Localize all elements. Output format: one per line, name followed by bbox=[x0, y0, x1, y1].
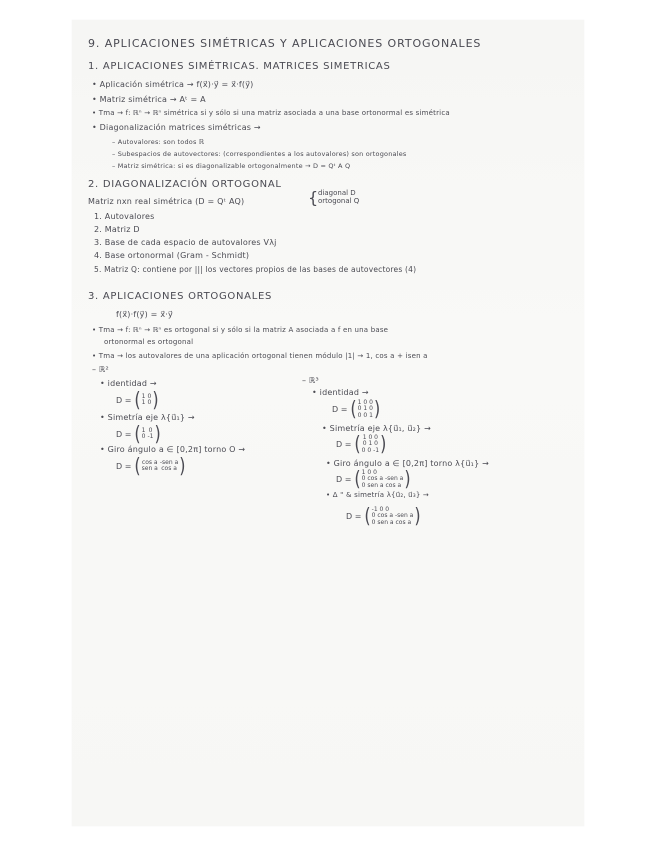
r3-rotation-symmetry-matrix bbox=[346, 503, 421, 529]
section-heading: 1. APLICACIONES SIMÉTRICAS. MATRICES SIMETRICAS bbox=[88, 61, 391, 72]
matrix-row: 1 bbox=[141, 392, 146, 400]
matrix-row: -1 0 0 bbox=[371, 506, 390, 513]
r2-simetria: • Simetría eje λ{u⃗₁} → bbox=[100, 413, 195, 422]
r3-identidad: • identidad → bbox=[312, 388, 369, 397]
note-subline: – Matriz simétrica: si es diagonalizable ortogonalmente → D = Qᵗ A Q bbox=[112, 162, 351, 170]
matrix-row: 0 0 1 bbox=[357, 411, 373, 419]
step-line: 1. Autovalores bbox=[94, 212, 155, 221]
matrix-row: 1 0 0 bbox=[362, 434, 379, 441]
brace-label-bottom: ortogonal Q bbox=[318, 196, 360, 205]
note-line: • Matriz simétrica → Aᵗ = A bbox=[92, 95, 206, 104]
matrix-row: 0 0 -1 bbox=[361, 446, 380, 454]
r3-giro: • Giro ángulo a ∈ [0,2π] torno λ{u⃗₁} → bbox=[326, 459, 490, 468]
note-line: • Tma → los autovalores de una aplicación ortogonal tienen módulo |1| → 1, cos a + isen a bbox=[92, 352, 428, 360]
section-heading: 2. DIAGONALIZACIÓN ORTOGONAL bbox=[88, 179, 282, 190]
brace: { bbox=[308, 188, 319, 207]
left-paren-icon: ( bbox=[134, 453, 141, 478]
note-line: • Tma → f: ℝⁿ → ℝⁿ simétrica si y sólo si una matriz asociada a una base ortonormal es simétrica bbox=[92, 109, 450, 117]
r2-rotation-matrix bbox=[116, 453, 186, 478]
brace-label-top: diagonal D bbox=[318, 189, 356, 197]
r2-identity-matrix bbox=[116, 387, 159, 412]
matrix-label: D = bbox=[116, 395, 132, 405]
left-paren-icon: ( bbox=[354, 431, 361, 457]
matrix-label: D = bbox=[346, 511, 362, 521]
definition-line: f(x⃗)·f(y⃗) = x⃗·y⃗ bbox=[116, 310, 173, 319]
matrix-entries bbox=[371, 507, 415, 526]
left-paren-icon: ( bbox=[134, 387, 141, 412]
matrix-row: 1 0 0 bbox=[357, 399, 373, 406]
section-heading: 3. APLICACIONES ORTOGONALES bbox=[88, 291, 273, 302]
right-paren-icon: ) bbox=[179, 453, 186, 478]
brace-labels bbox=[318, 190, 359, 205]
note-line: • Diagonalización matrices simétricas → bbox=[92, 123, 261, 132]
r2-identidad: • identidad → bbox=[100, 379, 157, 388]
matrix-label: D = bbox=[336, 474, 352, 484]
matrix-row: 0 cos a -sen a bbox=[371, 512, 414, 520]
left-paren-icon: ( bbox=[354, 466, 361, 492]
matrix-row: 0 sen a cos a bbox=[371, 518, 412, 526]
matrix-entries bbox=[361, 470, 405, 489]
note-line: • Aplicación simétrica → f(x⃗)·y⃗ = x⃗·f(y⃗) bbox=[92, 80, 254, 89]
matrix-row: -sen a bbox=[159, 458, 179, 466]
right-paren-icon: ) bbox=[380, 431, 387, 457]
step-line: 5. Matriz Q: contiene por ||| los vectores propios de las bases de autovectores (4) bbox=[94, 265, 417, 274]
matrix-entries bbox=[141, 460, 159, 473]
matrix-label: D = bbox=[332, 404, 348, 414]
matrix-row: 0 sen a cos a bbox=[361, 481, 402, 489]
matrix-label: D = bbox=[116, 429, 132, 439]
r3-simetria: • Simetría eje λ{u⃗₁, u⃗₂} → bbox=[322, 424, 431, 433]
r3-symmetry-matrix bbox=[336, 431, 387, 457]
matrix-row: 0 bbox=[147, 392, 152, 400]
note-subline: – Subespacios de autovectores: (correspondientes a los autovalores) son ortogonales bbox=[112, 150, 407, 158]
matrix-row: cos a bbox=[161, 465, 177, 472]
step-line: 4. Base ortonormal (Gram - Schmidt) bbox=[94, 251, 250, 260]
note-subline: – Autovalores: son todos ℝ bbox=[112, 138, 205, 146]
right-paren-icon: ) bbox=[152, 387, 159, 412]
note-line: • Tma → f: ℝⁿ → ℝⁿ es ortogonal si y sólo si la matriz A asociada a f en una base bbox=[92, 326, 389, 334]
left-paren-icon: ( bbox=[350, 396, 357, 422]
matrix-row: 0 bbox=[148, 426, 153, 434]
matrix-row: cos a bbox=[141, 458, 158, 466]
r3-simgiro: • Δ " & simetría λ{u⃗₂, u⃗₃} → bbox=[326, 491, 429, 499]
step-line: 2. Matriz D bbox=[94, 225, 140, 234]
matrix-entries bbox=[361, 435, 380, 454]
matrix-row: 1 bbox=[141, 426, 146, 434]
matrix-entries bbox=[357, 400, 374, 419]
right-paren-icon: ) bbox=[373, 396, 381, 422]
matrix-label: D = bbox=[116, 461, 132, 471]
matrix-row: sen a bbox=[141, 465, 158, 472]
r3-label: – ℝ³ bbox=[302, 376, 319, 385]
r3-rotation-matrix bbox=[336, 466, 411, 492]
matrix-entries bbox=[159, 460, 179, 473]
matrix-row: 0 1 0 bbox=[357, 405, 373, 413]
matrix-row: -1 bbox=[147, 433, 154, 440]
left-paren-icon: ( bbox=[134, 421, 141, 446]
matrix-row: 0 bbox=[147, 399, 152, 406]
matrix-entries bbox=[146, 428, 154, 441]
matrix-row: 0 1 0 bbox=[362, 440, 379, 448]
page-title: 9. APLICACIONES SIMÉTRICAS Y APLICACIONES ORTOGONALES bbox=[88, 37, 482, 50]
matrix-row: 0 cos a -sen a bbox=[361, 475, 404, 483]
matrix-row: 1 0 0 bbox=[361, 469, 377, 476]
matrix-row: 0 bbox=[141, 433, 146, 440]
r3-identity-matrix bbox=[332, 396, 381, 422]
left-paren-icon: ( bbox=[364, 503, 371, 529]
right-paren-icon: ) bbox=[154, 421, 161, 446]
r2-label: – ℝ² bbox=[92, 365, 109, 374]
matrix-row: 1 bbox=[141, 399, 146, 406]
right-paren-icon: ) bbox=[404, 466, 411, 492]
note-line: ortonormal es ortogonal bbox=[104, 338, 194, 346]
note-line: Matriz nxn real simétrica (D = Qᵗ AQ) bbox=[88, 197, 245, 206]
step-line: 3. Base de cada espacio de autovalores Vλj bbox=[94, 238, 277, 247]
matrix-label: D = bbox=[336, 439, 352, 449]
r2-symmetry-matrix bbox=[116, 421, 161, 446]
right-paren-icon: ) bbox=[414, 503, 421, 529]
r2-giro: • Giro ángulo a ∈ [0,2π] torno O → bbox=[100, 445, 246, 454]
